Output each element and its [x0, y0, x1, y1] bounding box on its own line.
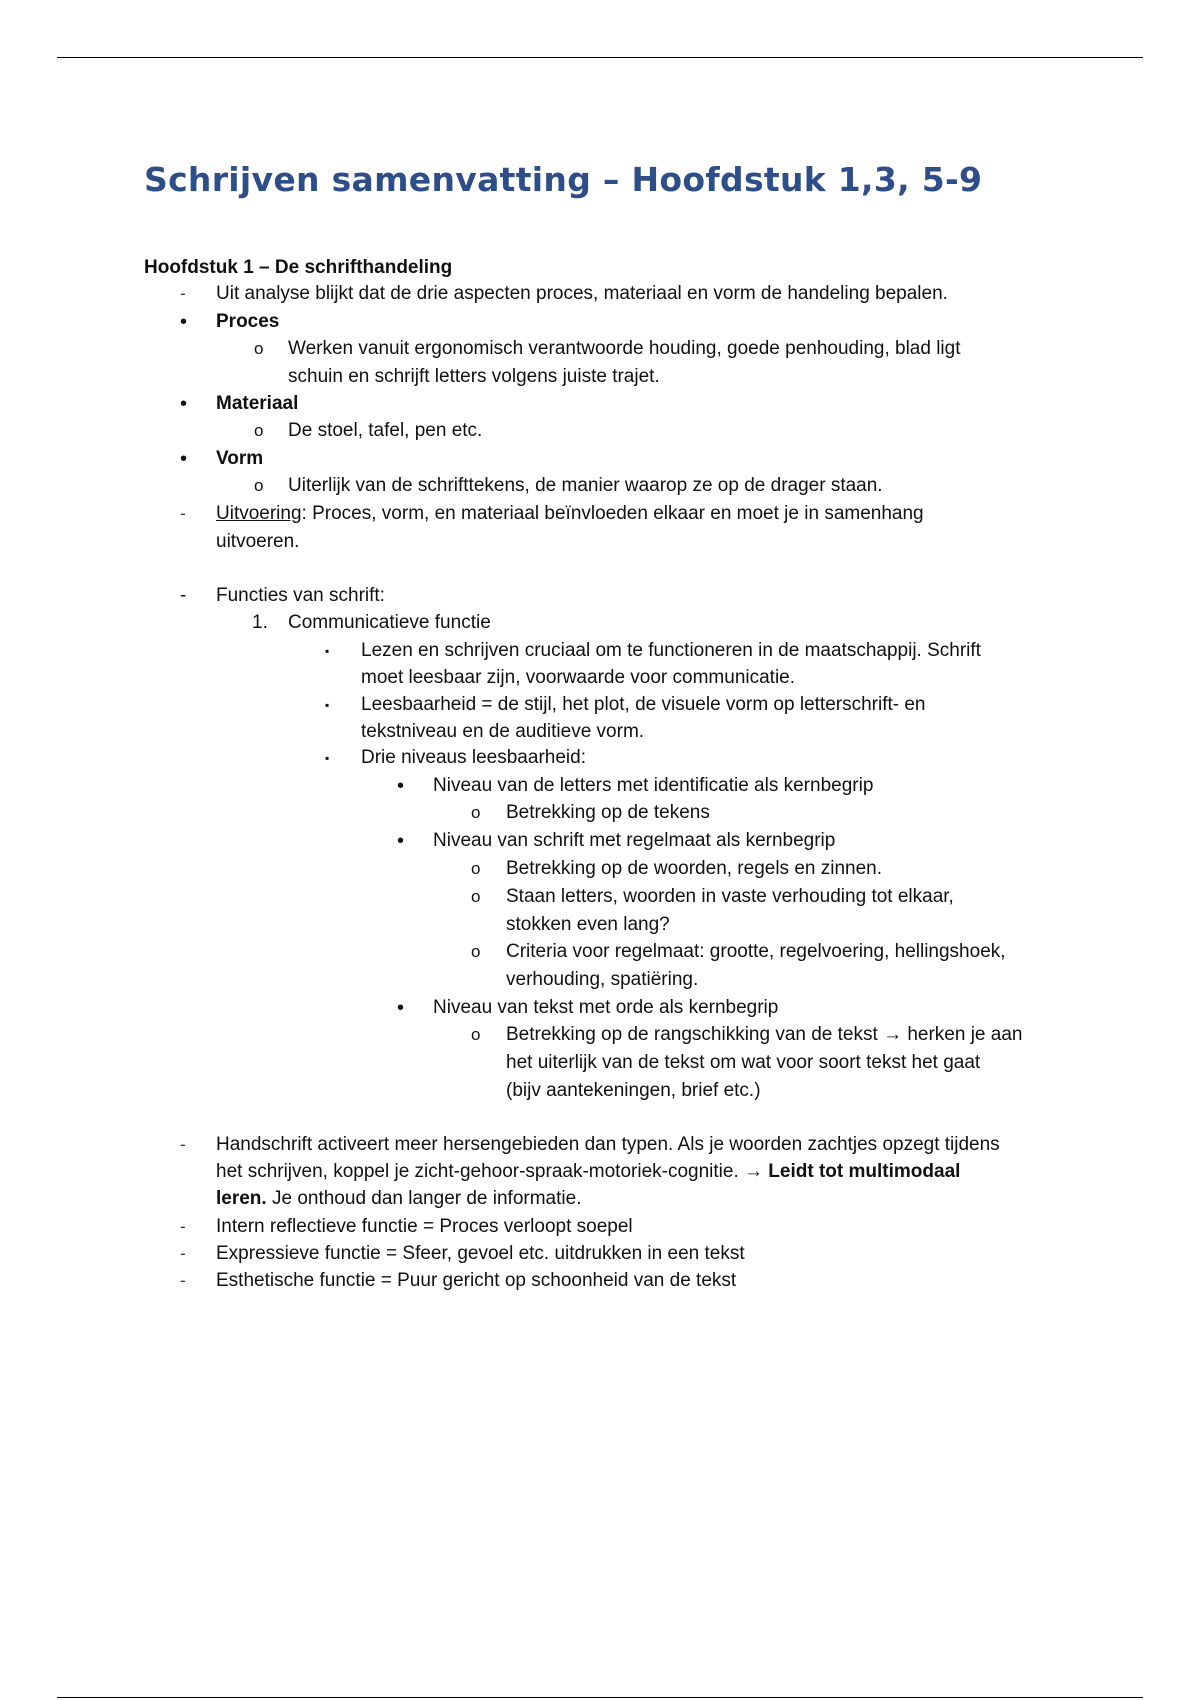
circle-marker: o [471, 1025, 481, 1044]
arrow-icon: → [744, 1161, 764, 1182]
arrow-icon: → [883, 1024, 903, 1045]
niveau-schrift-detail-2a: Staan letters, woorden in vaste verhouding tot elkaar, [506, 886, 954, 907]
proces-text-1: Werken vanuit ergonomisch verantwoorde houding, goede penhouding, blad ligt [288, 338, 961, 359]
handschrift-line-3 [216, 1187, 581, 1211]
niveau-schrift: Niveau van schrift met regelmaat als kernbegrip [433, 830, 836, 851]
niveau-tekst-detail-1 [506, 1023, 1022, 1047]
circle-marker: o [471, 803, 481, 822]
intro-text: Uit analyse blijkt dat de drie aspecten proces, materiaal en vorm de handeling bepalen. [216, 283, 948, 304]
footer-rule [57, 1697, 1143, 1698]
niveau-tekst-detail-2: het uiterlijk van de tekst om wat voor soort tekst het gaat [506, 1052, 981, 1073]
niveau-tekst: Niveau van tekst met orde als kernbegrip [433, 997, 779, 1018]
functies-heading: Functies van schrift: [216, 585, 385, 606]
dash-marker: - [180, 1135, 186, 1154]
handschrift-pre: het schrijven, koppel je zicht-gehoor-spraak-motoriek-cognitie. [216, 1161, 745, 1182]
handschrift-bold: Leidt tot multimodaal [763, 1161, 961, 1182]
handschrift-leren: leren. [216, 1188, 267, 1209]
circle-marker: o [254, 339, 264, 358]
niveaus-text: Drie niveaus leesbaarheid: [361, 747, 586, 768]
dash-marker: - [180, 1217, 186, 1236]
circle-marker: o [471, 859, 481, 878]
vorm-label: Vorm [216, 448, 264, 469]
handschrift-rest: Je onthoud dan langer de informatie. [266, 1188, 582, 1209]
niveau-letters: Niveau van de letters met identificatie als kernbegrip [433, 775, 874, 796]
communicatie-text-1: Lezen en schrijven cruciaal om te functioneren in de maatschappij. Schrift [361, 640, 981, 661]
niveau-tekst-pre: Betrekking op de rangschikking van de tekst [506, 1024, 884, 1045]
uitvoering-line-2: uitvoeren. [216, 531, 300, 552]
vorm-text: Uiterlijk van de schrifttekens, de manier waarop ze op de drager staan. [288, 475, 883, 496]
circle-marker: o [254, 421, 264, 440]
dash-marker: - [180, 1244, 186, 1263]
niveau-letters-detail: Betrekking op de tekens [506, 802, 710, 823]
esthetisch-functie: Esthetische functie = Puur gericht op schoonheid van de tekst [216, 1270, 737, 1291]
dash-marker: - [180, 585, 187, 606]
dash-marker: - [180, 284, 186, 303]
niveau-tekst-post: herken je aan [902, 1024, 1023, 1045]
materiaal-text: De stoel, tafel, pen etc. [288, 420, 483, 441]
dash-marker: - [180, 504, 186, 523]
handschrift-line-1: Handschrift activeert meer hersengebieden dan typen. Als je woorden zachtjes opzegt tijdens [216, 1134, 1000, 1155]
square-marker: ▪ [325, 698, 330, 712]
dash-marker: - [180, 1271, 186, 1290]
proces-text-2: schuin en schrijft letters volgens juiste trajet. [288, 366, 660, 387]
niveau-schrift-detail-3a: Criteria voor regelmaat: grootte, regelvoering, hellingshoek, [506, 941, 1006, 962]
document-title: Schrijven samenvatting – Hoofdstuk 1,3, 5-9 [144, 160, 983, 199]
circle-marker: o [471, 887, 481, 906]
square-marker: ▪ [325, 644, 330, 658]
communicatief-heading: Communicatieve functie [288, 612, 491, 633]
section-heading: Hoofdstuk 1 – De schrifthandeling [144, 257, 453, 278]
bullet-marker: • [397, 997, 405, 1019]
niveau-tekst-detail-3: (bijv aantekeningen, brief etc.) [506, 1080, 761, 1101]
bullet-marker: • [397, 775, 405, 797]
uitvoering-term: Uitvoering [216, 503, 302, 524]
list-number: 1. [252, 612, 268, 633]
uitvoering-rest: : Proces, vorm, en materiaal beïnvloeden elkaar en moet je in samenhang [301, 503, 924, 524]
intern-functie: Intern reflectieve functie = Proces verloopt soepel [216, 1216, 633, 1237]
niveau-schrift-detail-1: Betrekking op de woorden, regels en zinnen. [506, 858, 883, 879]
square-marker: ▪ [325, 751, 330, 765]
header-rule [57, 57, 1143, 58]
communicatie-text-2: moet leesbaar zijn, voorwaarde voor communicatie. [361, 667, 796, 688]
handschrift-line-2 [216, 1160, 960, 1184]
bullet-marker: • [180, 448, 188, 470]
bullet-marker: • [180, 311, 188, 333]
materiaal-label: Materiaal [216, 393, 299, 414]
circle-marker: o [471, 942, 481, 961]
niveau-schrift-detail-2b: stokken even lang? [506, 914, 670, 935]
expressief-functie: Expressieve functie = Sfeer, gevoel etc. uitdrukken in een tekst [216, 1243, 745, 1264]
bullet-marker: • [397, 830, 405, 852]
circle-marker: o [254, 476, 264, 495]
proces-label: Proces [216, 311, 280, 332]
bullet-marker: • [180, 393, 188, 415]
niveau-schrift-detail-3b: verhouding, spatiëring. [506, 969, 699, 990]
uitvoering-line-1 [216, 502, 924, 526]
leesbaarheid-text-1: Leesbaarheid = de stijl, het plot, de visuele vorm op letterschrift- en [361, 694, 926, 715]
leesbaarheid-text-2: tekstniveau en de auditieve vorm. [361, 721, 645, 742]
